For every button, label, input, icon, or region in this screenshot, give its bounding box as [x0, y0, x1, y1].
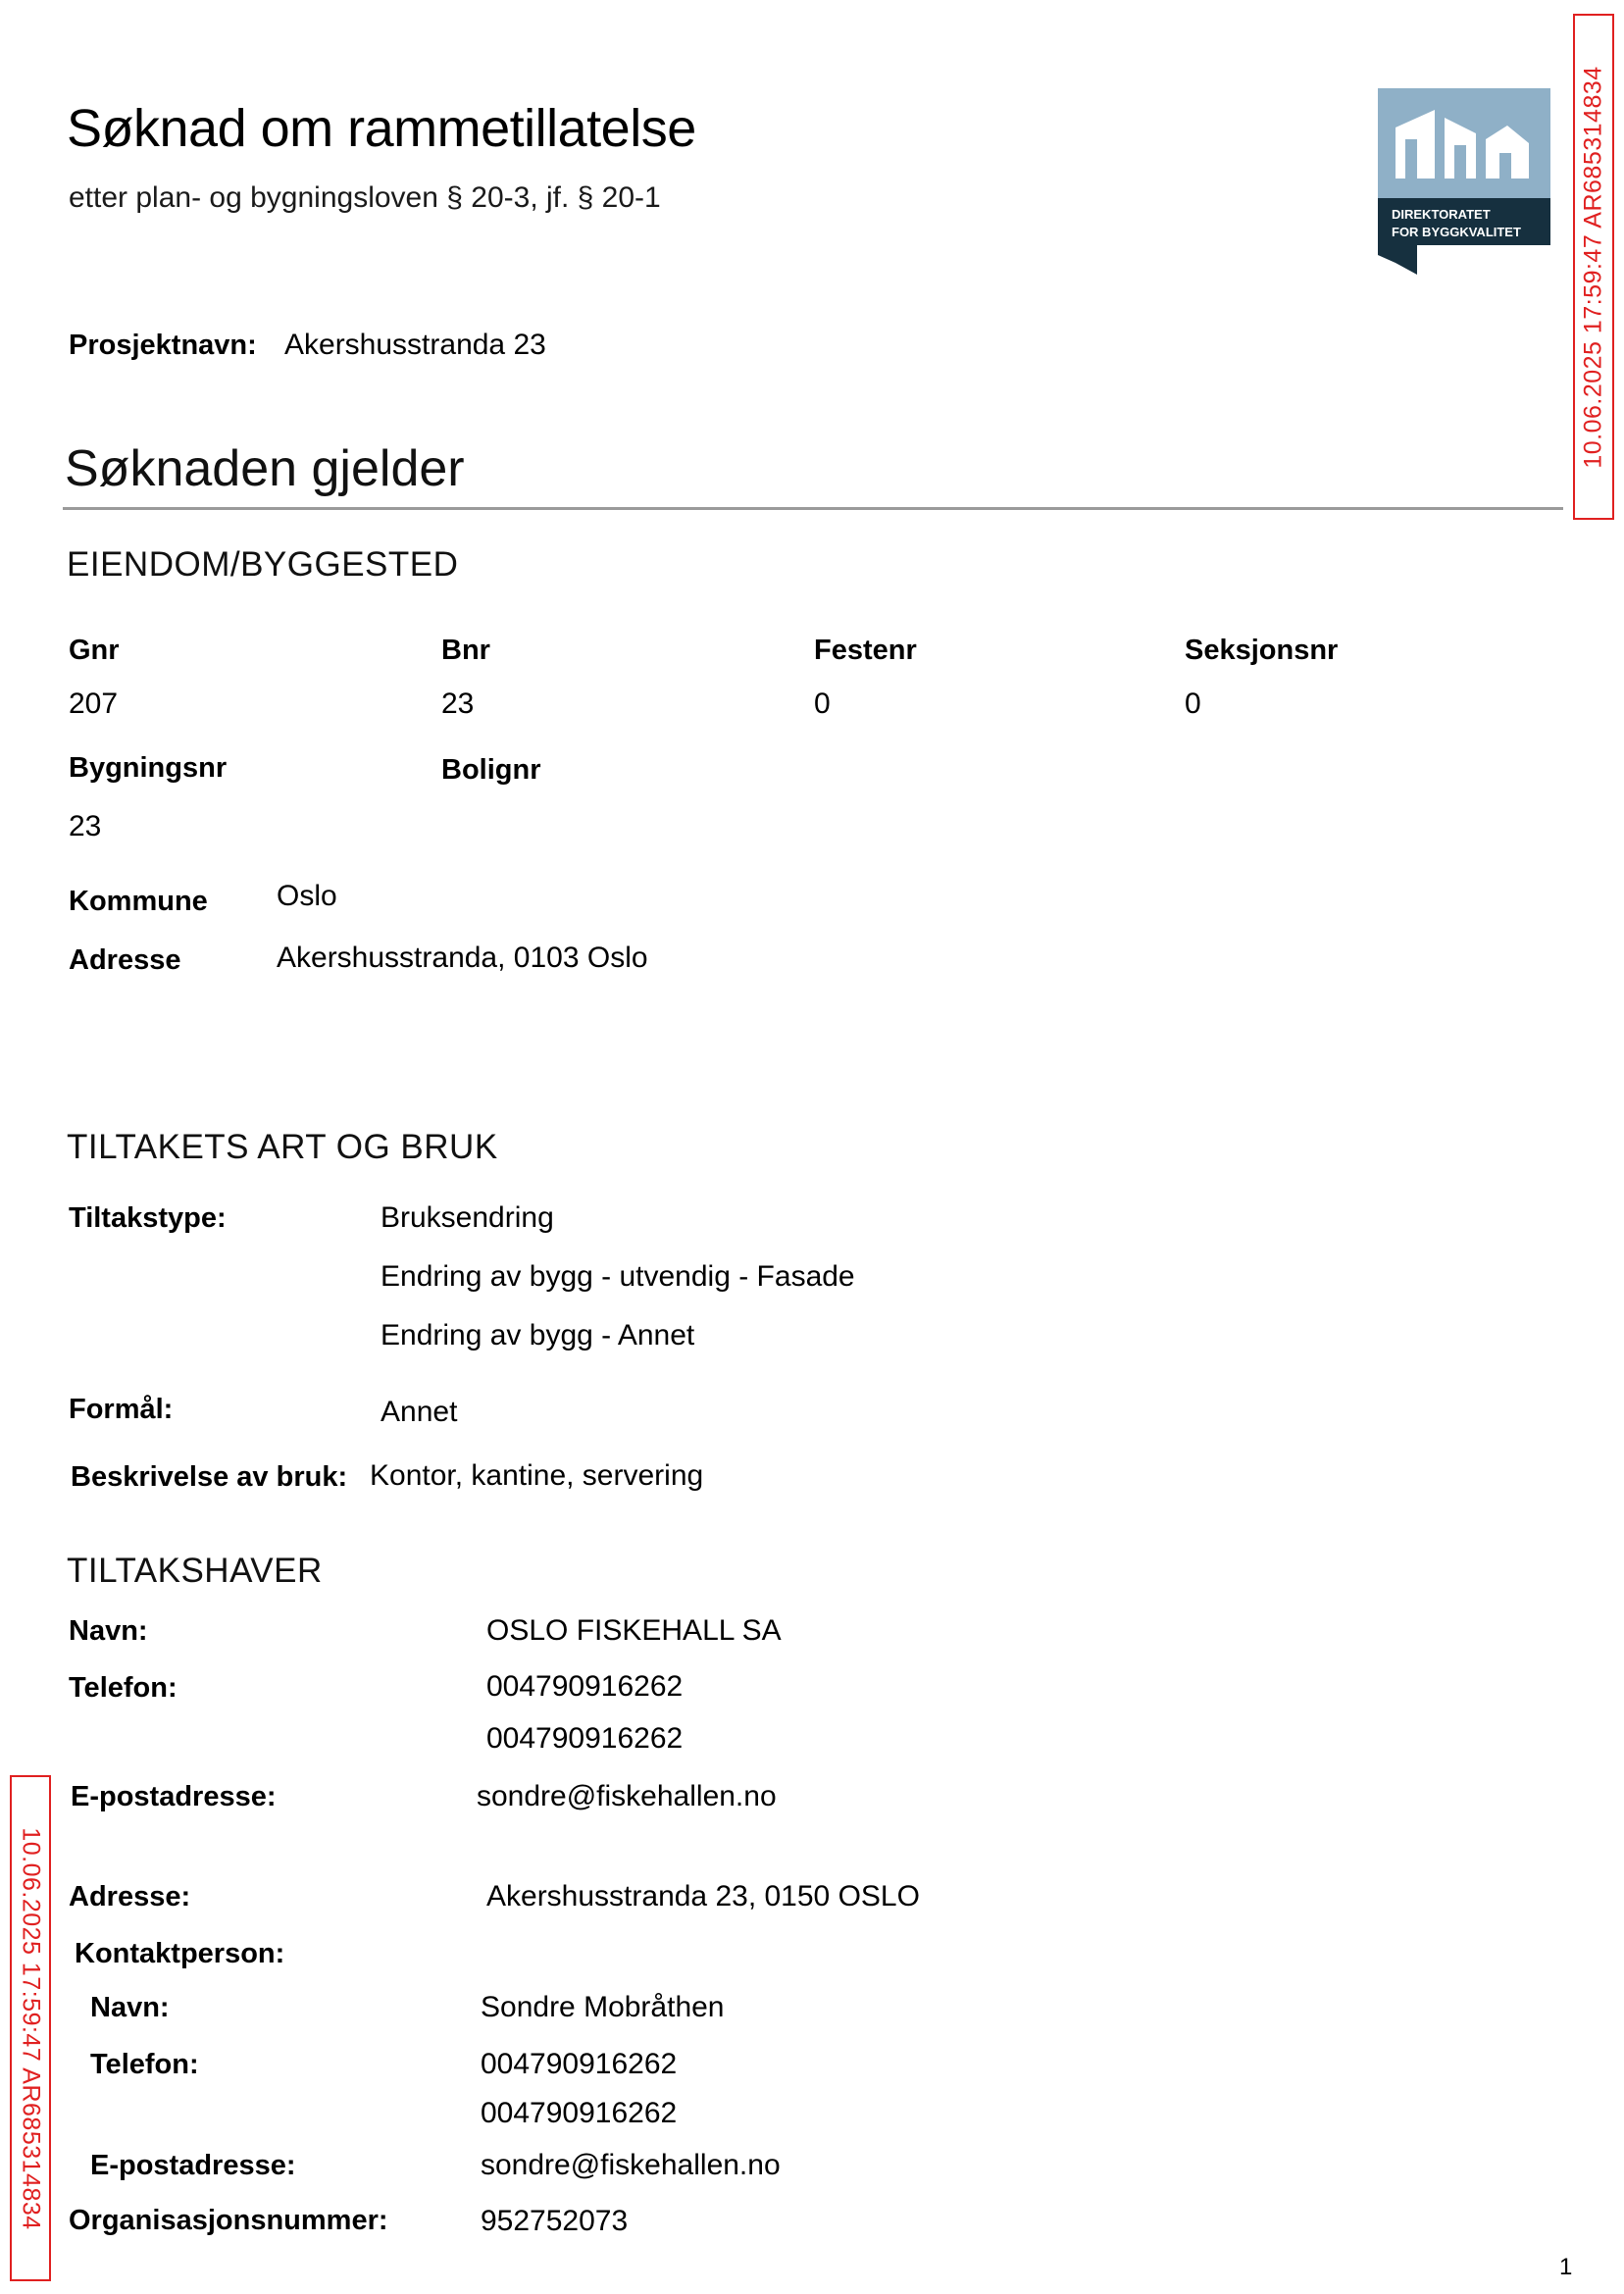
- formaal-value: Annet: [381, 1396, 458, 1428]
- tiltakshaver-adresse-value: Akershusstranda 23, 0150 OSLO: [486, 1880, 920, 1912]
- tiltakshaver-adresse-label: Adresse:: [69, 1881, 191, 1912]
- bnr-label: Bnr: [441, 635, 490, 666]
- seksjonsnr-label: Seksjonsnr: [1185, 635, 1339, 666]
- tiltakshaver-telefon-value: 004790916262: [486, 1722, 684, 1755]
- tiltakshaver-epost-label: E-postadresse:: [71, 1781, 277, 1812]
- bnr-value: 23: [441, 688, 475, 720]
- adresse-label: Adresse: [69, 944, 181, 976]
- seksjonsnr-value: 0: [1185, 688, 1201, 720]
- tiltak-heading: TILTAKETS ART OG BRUK: [67, 1128, 498, 1166]
- tiltakshaver-telefon-value: 004790916262: [486, 1670, 684, 1703]
- logo-graphic: [1378, 88, 1550, 275]
- document-subtitle: etter plan- og bygningsloven § 20-3, jf. § 20-1: [69, 181, 661, 214]
- page-number: 1: [1559, 2254, 1573, 2280]
- orgnr-label: Organisasjonsnummer:: [69, 2205, 388, 2236]
- bolignr-label: Bolignr: [441, 754, 541, 786]
- orgnr-value: 952752073: [481, 2205, 629, 2237]
- kommune-value: Oslo: [277, 880, 337, 912]
- kontaktperson-label: Kontaktperson:: [75, 1938, 285, 1969]
- stamp-text: 10.06.2025 17:59:47 AR685314834: [17, 1826, 45, 2230]
- document-title: Søknad om rammetillatelse: [67, 99, 696, 158]
- kontakt-telefon-value: 004790916262: [481, 2097, 678, 2129]
- tiltakstype-item: Endring av bygg - Annet: [381, 1319, 695, 1351]
- section-title: Søknaden gjelder: [65, 440, 465, 497]
- project-name-label: Prosjektnavn:: [69, 330, 257, 361]
- stamp-text: 10.06.2025 17:59:47 AR685314834: [1579, 65, 1607, 469]
- gnr-label: Gnr: [69, 635, 120, 666]
- timestamp-stamp-top: [1573, 14, 1614, 520]
- festenr-label: Festenr: [814, 635, 917, 666]
- kontakt-navn-label: Navn:: [90, 1992, 170, 2023]
- tiltakshaver-epost-value: sondre@fiskehallen.no: [477, 1780, 777, 1812]
- dibk-logo: [1378, 88, 1550, 275]
- logo-text-line2: FOR BYGGKVALITET: [1392, 225, 1521, 239]
- formaal-label: Formål:: [69, 1394, 174, 1425]
- tiltakstype-item: Endring av bygg - utvendig - Fasade: [381, 1260, 855, 1293]
- kommune-label: Kommune: [69, 886, 208, 917]
- tiltakshaver-heading: TILTAKSHAVER: [67, 1552, 323, 1590]
- kontakt-epost-label: E-postadresse:: [90, 2150, 296, 2181]
- tiltakshaver-navn-value: OSLO FISKEHALL SA: [486, 1614, 782, 1647]
- timestamp-stamp-bottom: [10, 1775, 51, 2281]
- kontakt-telefon-label: Telefon:: [90, 2049, 199, 2080]
- beskrivelse-label: Beskrivelse av bruk:: [71, 1461, 348, 1493]
- bygningsnr-value: 23: [69, 810, 102, 842]
- property-heading: EIENDOM/BYGGESTED: [67, 545, 459, 584]
- kontakt-navn-value: Sondre Mobråthen: [481, 1991, 725, 2023]
- bygningsnr-label: Bygningsnr: [69, 752, 228, 784]
- tiltakstype-item: Bruksendring: [381, 1201, 554, 1234]
- project-name-value: Akershusstranda 23: [284, 329, 546, 361]
- kontakt-telefon-value: 004790916262: [481, 2048, 678, 2080]
- logo-text-line1: DIREKTORATET: [1392, 207, 1491, 222]
- section-divider: [63, 507, 1563, 510]
- adresse-value: Akershusstranda, 0103 Oslo: [277, 942, 648, 974]
- tiltakshaver-navn-label: Navn:: [69, 1615, 148, 1647]
- gnr-value: 207: [69, 688, 119, 720]
- festenr-value: 0: [814, 688, 831, 720]
- beskrivelse-value: Kontor, kantine, servering: [370, 1459, 704, 1492]
- tiltakstype-label: Tiltakstype:: [69, 1202, 227, 1234]
- kontakt-epost-value: sondre@fiskehallen.no: [481, 2149, 781, 2181]
- tiltakshaver-telefon-label: Telefon:: [69, 1672, 178, 1704]
